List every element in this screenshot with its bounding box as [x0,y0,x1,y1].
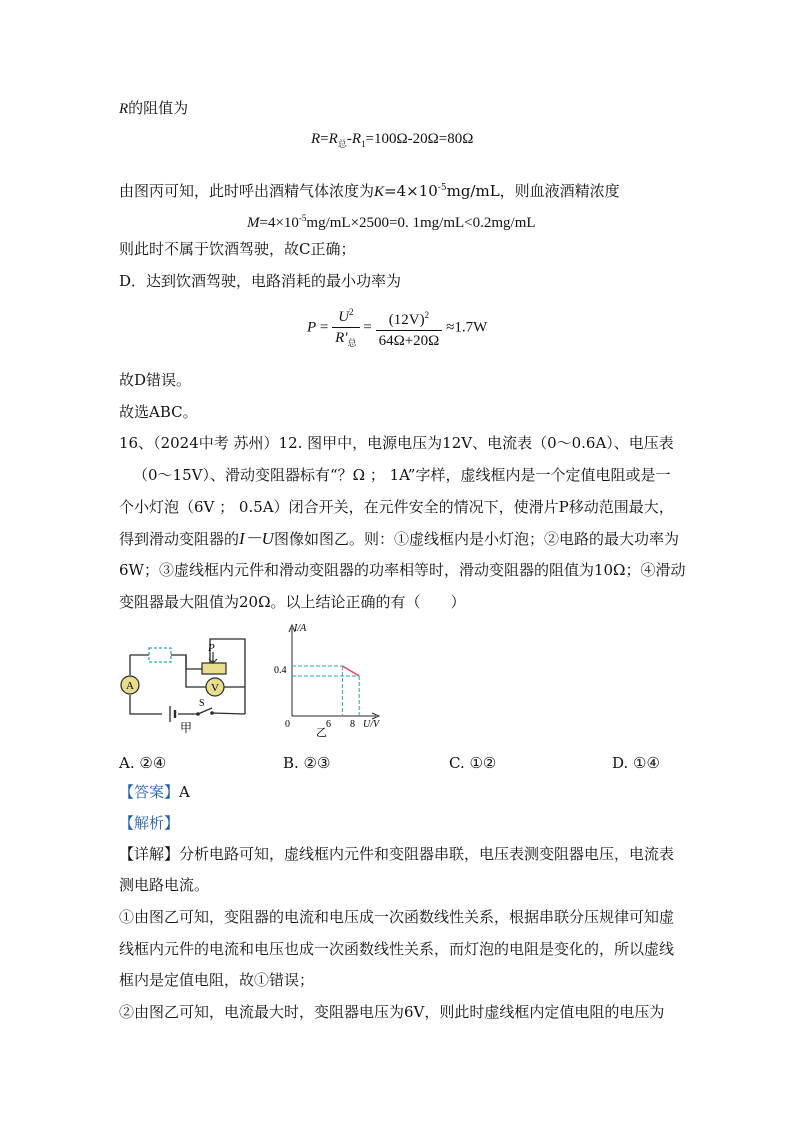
figure-caption: 甲 [180,721,193,735]
text-line: 故D错误。 [119,371,192,389]
question-line: 变阻器最大阻值为20Ω。以上结论正确的有（ ） [119,593,466,611]
question-line: 16、（2024中考 苏州）12. 图甲中，电源电压为12V、电流表（0～0.6A）、电压表 [119,434,674,452]
text-line: R的阻值为 [119,99,189,117]
equation-power: P = $\frac{U^2}{R'_总}$ = $\frac{(12V)^2}{64\Omega+20\Omega}$ ≈1.7W [307,302,487,353]
solution-line: ①由图乙可知，变阻器的电流和电压成一次函数线性关系，根据串联分压规律可知虚 [119,908,675,926]
equation-resistance: $R=R_总-R_1=100\Omega-20\Omega=80\Omega$ [311,131,474,149]
switch-label: S [199,698,205,709]
x-tick-label: 8 [350,719,355,730]
text-line: D．达到饮酒驾驶，电路消耗的最小功率为 [119,272,402,290]
slider-label: P [208,642,215,654]
solution-line: ②由图乙可知，电流最大时，变阻器电压为6V，则此时虚线框内定值电阻的电压为 [119,1003,665,1021]
text-line: 则此时不属于饮酒驾驶，故C正确； [119,240,356,258]
x-tick-label: 6 [326,719,331,730]
rheostat [202,663,226,674]
figure-caption: 乙 [316,726,327,739]
text-line: 故选ABC。 [119,403,198,421]
question-line: 个小灯泡（6V ； 0.5A）闭合开关，在元件安全的情况下，使滑片P移动范围最大， [119,498,674,516]
detail-line: 【详解】分析电路可知，虚线框内元件和变阻器串联，电压表测变阻器电压，电流表 [119,845,675,863]
solution-line: 框内是定值电阻，故①错误； [119,971,315,989]
option-b: B. ②③ [283,754,331,772]
dashed-component-box [149,648,171,662]
analysis-tag: 【解析】 [119,814,180,832]
y-axis-label: I/A [294,623,307,634]
question-line: 得到滑动变阻器的I－U图像如图乙。则：①虚线框内是小灯泡；②电路的最大功率为 [119,529,679,548]
fraction: $\frac{(12V)^2}{64\Omega+20\Omega}$ [376,305,443,351]
origin-label: 0 [285,719,290,730]
var-r: R [119,101,129,117]
detail-line: 测电路电流。 [119,876,210,894]
option-d: D. ①④ [612,754,660,772]
question-line: （0～15V）、滑动变阻器标有“？Ω ； 1A”字样，虚线框内是一个定值电阻或是一 [133,466,671,484]
circuit-diagram [112,630,262,738]
ammeter-label: A [126,680,134,692]
text-line: 由图丙可知，此时呼出酒精气体浓度为$K=4\times 10^{-5}mg/mL$，则血液酒精浓度 [119,182,620,200]
y-tick-label: 0.4 [274,665,287,676]
fraction: $\frac{U^2}{R'_总}$ [332,302,359,353]
iu-graph [268,616,396,740]
solution-line: 线框内元件的电流和电压也成一次函数线性关系，而灯泡的电阻是变化的，所以虚线 [119,940,675,958]
series-line [342,666,359,676]
answer-line: 【答案】A [119,783,190,801]
voltmeter-label: V [211,682,219,694]
option-c: C. ①② [449,754,497,772]
question-line: 6W；③虚线框内元件和滑动变阻器的功率相等时，滑动变阻器的阻值为10Ω；④滑动 [119,561,686,579]
equation-concentration: $M=4\times 10^{-5}mg/mL\times 2500=0$. 1mg/mL<0.2mg/mL [247,213,536,231]
option-a: A. ②④ [119,754,167,772]
x-axis-label: U/V [363,719,380,730]
